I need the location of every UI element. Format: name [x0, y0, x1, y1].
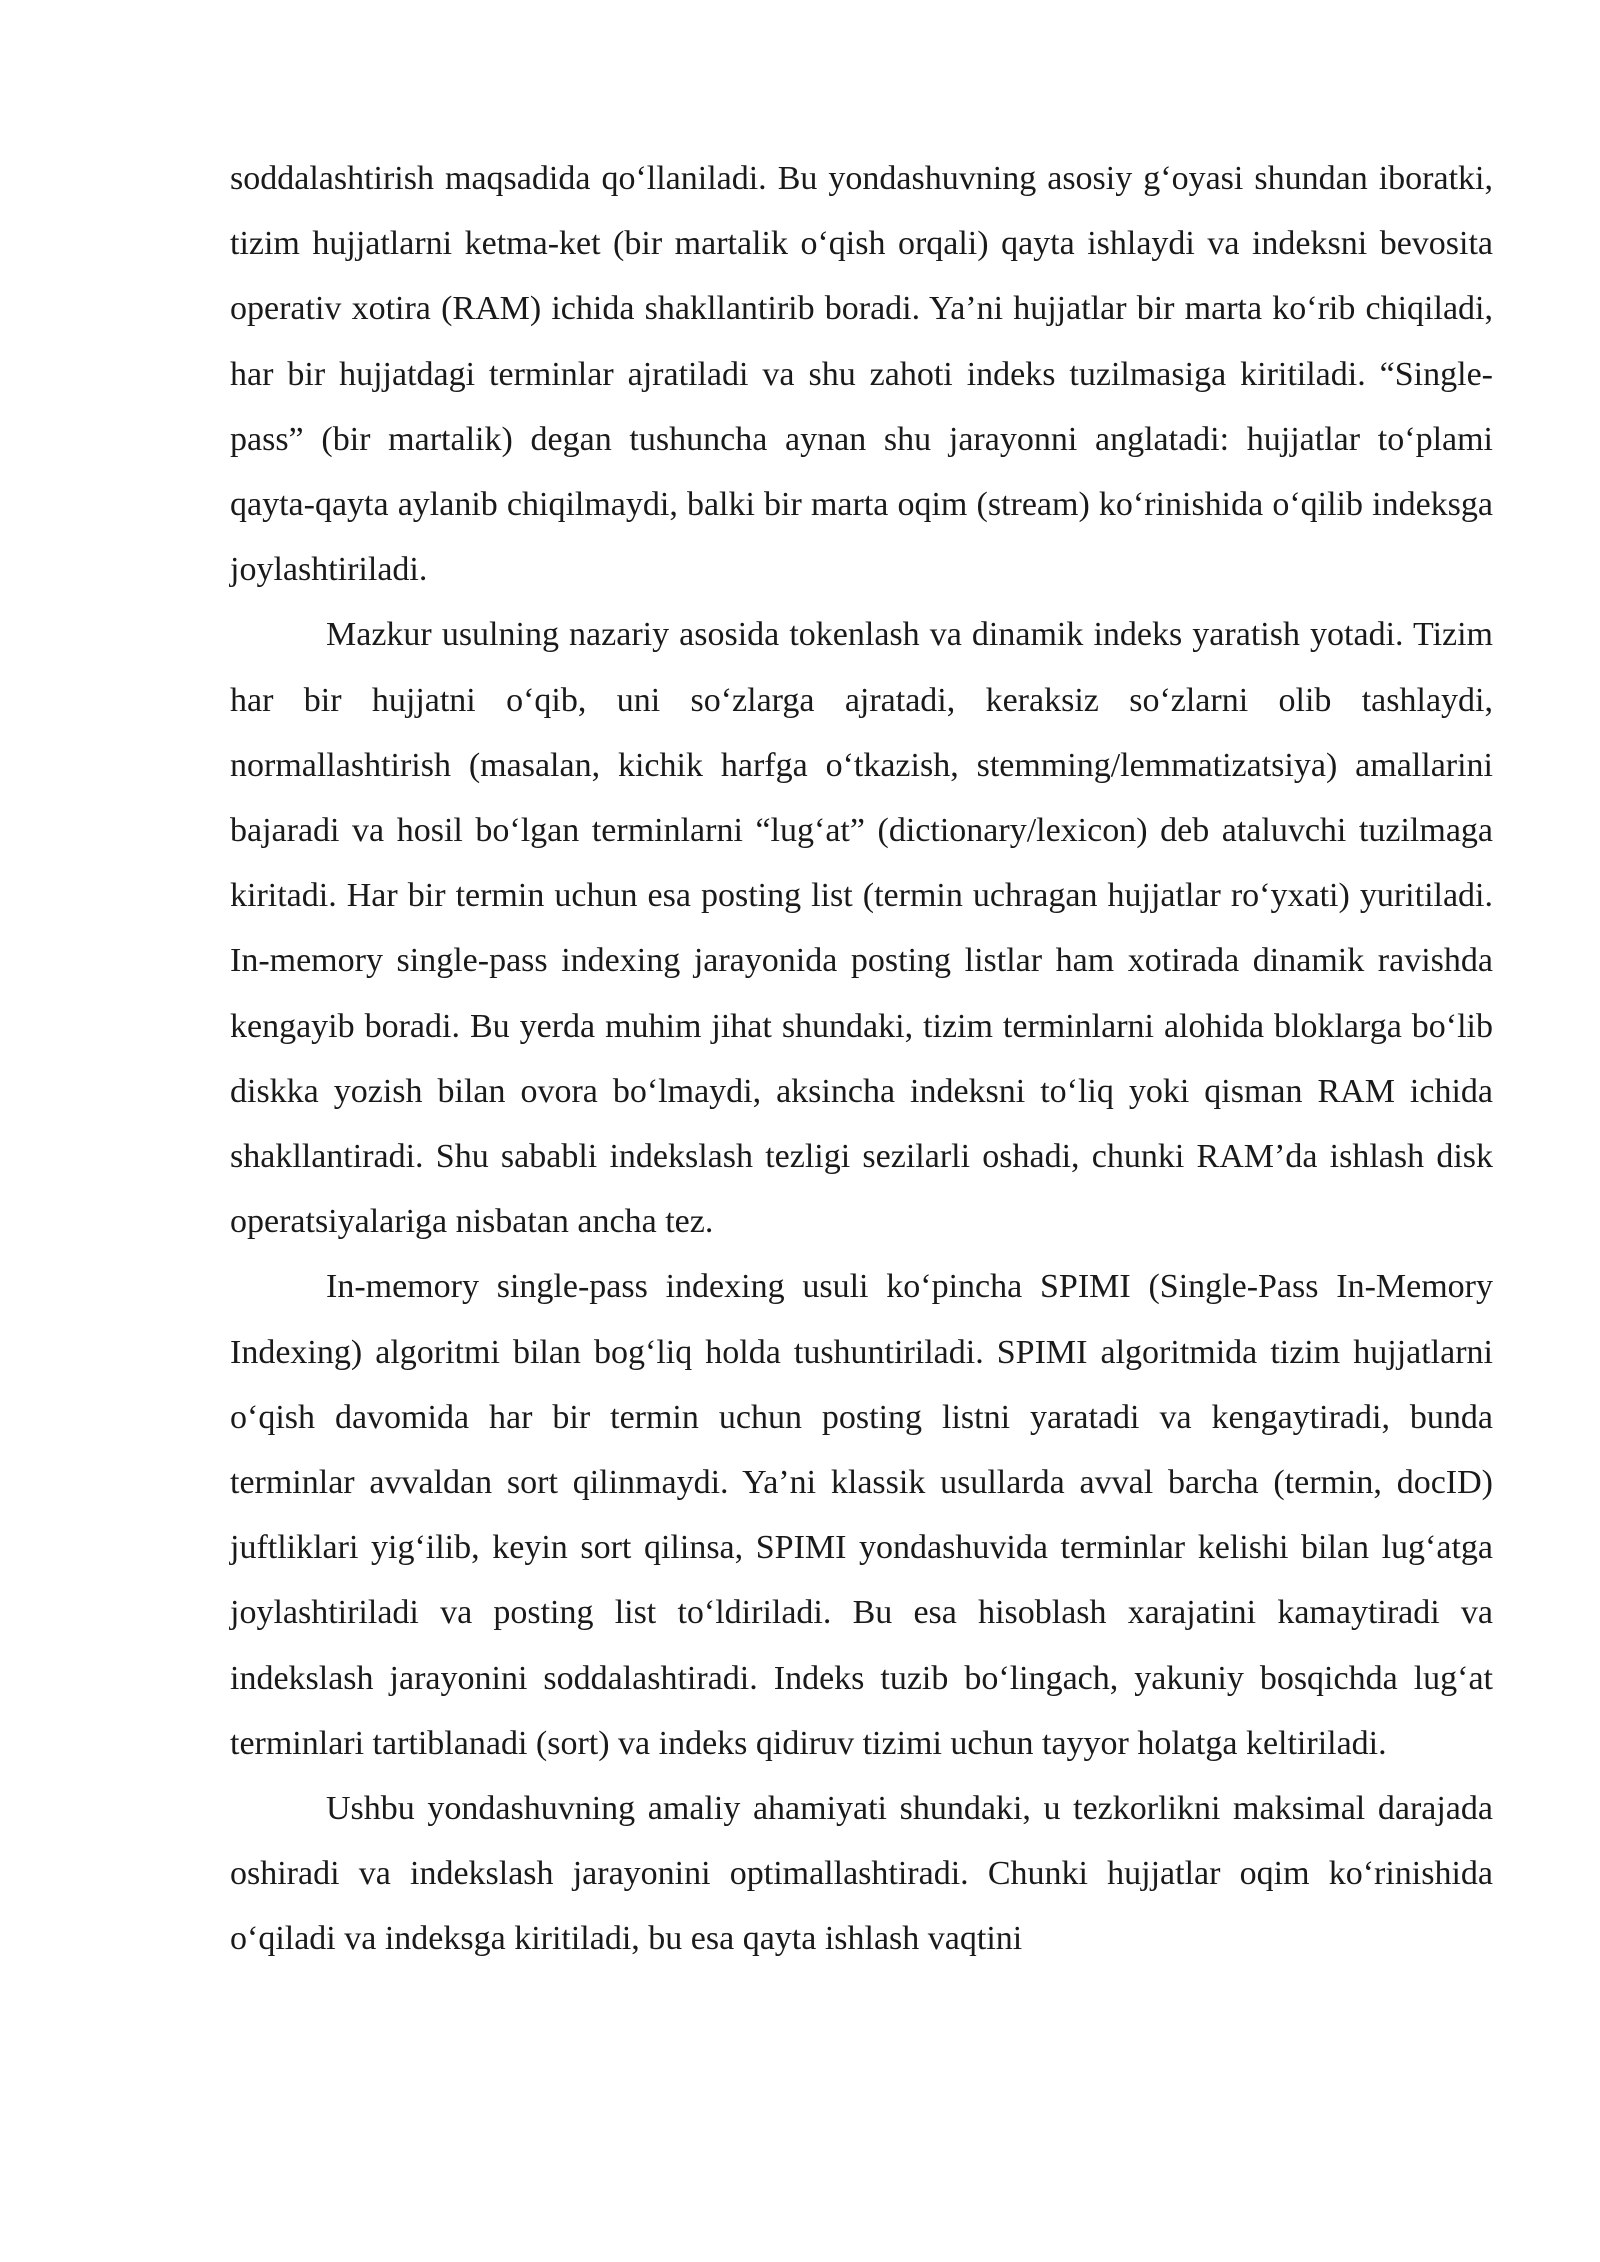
paragraph-4: Ushbu yondashuvning amaliy ahamiyati shundaki, u tezkorlikni maksimal darajada oshiradi va indekslash jarayonini optimallashtiradi. Chunki hujjatlar oqim ko‘rinishida o‘qiladi va indeksga kiritiladi, bu esa qayta ishlash vaqtini [230, 1790, 1493, 1958]
paragraph-2: Mazkur usulning nazariy asosida tokenlash va dinamik indeks yaratish yotadi. Tizim har bir hujjatni o‘qib, uni so‘zlarga ajratadi, keraksiz so‘zlarni olib tashlaydi, normallashtirish (masalan, kichik harfga o‘tkazish, stemming/lemmatizatsiya) amallarini bajaradi va hosil bo‘lgan terminlarni “lug‘at” (dictionary/lexicon) deb ataluvchi tuzilmaga kiritadi. Har bir termin uchun esa posting list (termin uchragan hujjatlar ro‘yxati) yuritiladi. In-memory single-pass indexing jarayonida posting listlar ham xotirada dinamik ravishda kengayib boradi. Bu yerda muhim jihat shundaki, tizim terminlarni alohida bloklarga bo‘lib diskka yozish bilan ovora bo‘lmaydi, aksincha indeksni to‘liq yoki qisman RAM ichida shakllantiradi. Shu sababli indekslash tezligi sezilarli oshadi, chunki RAM’da ishlash disk operatsiyalariga nisbatan ancha tez. [230, 616, 1493, 1241]
paragraph-3: In-memory single-pass indexing usuli ko‘pincha SPIMI (Single-Pass In-Memory Indexing) algoritmi bilan bog‘liq holda tushuntiriladi. SPIMI algoritmida tizim hujjatlarni o‘qish davomida har bir termin uchun posting listni yaratadi va kengaytiradi, bunda terminlar avvaldan sort qilinmaydi. Ya’ni klassik usullarda avval barcha (termin, docID) juftliklari yig‘ilib, keyin sort qilinsa, SPIMI yondashuvida terminlar kelishi bilan lug‘atga joylashtiriladi va posting list to‘ldiriladi. Bu esa hisoblash xarajatini kamaytiradi va indekslash jarayonini soddalashtiradi. Indeks tuzib bo‘lingach, yakuniy bosqichda lug‘at terminlari tartiblanadi (sort) va indeks qidiruv tizimi uchun tayyor holatga keltiriladi. [230, 1268, 1493, 1762]
body-text [230, 146, 1493, 1972]
paragraph-1: soddalashtirish maqsadida qo‘llaniladi. Bu yondashuvning asosiy g‘oyasi shundan iboratki, tizim hujjatlarni ketma-ket (bir martalik o‘qish orqali) qayta ishlaydi va indeksni bevosita operativ xotira (RAM) ichida shakllantirib boradi. Ya’ni hujjatlar bir marta ko‘rib chiqiladi, har bir hujjatdagi terminlar ajratiladi va shu zahoti indeks tuzilmasiga kiritiladi. “Single-pass” (bir martalik) degan tushuncha aynan shu jarayonni anglatadi: hujjatlar to‘plami qayta-qayta aylanib chiqilmaydi, balki bir marta oqim (stream) ko‘rinishida o‘qilib indeksga joylashtiriladi. [230, 160, 1493, 589]
